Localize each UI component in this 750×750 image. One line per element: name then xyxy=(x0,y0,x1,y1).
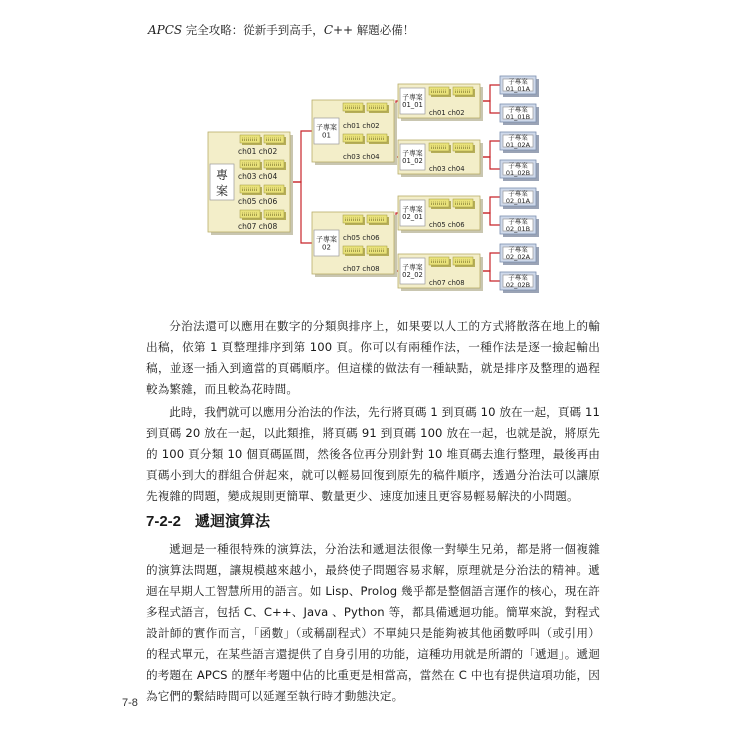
subproject-node-02_01-chapter-0: ch05 ch06 xyxy=(429,221,465,229)
subproject-node-02_02-doc-0a xyxy=(429,257,449,265)
subproject-node-01-label-text-0: 子專案 xyxy=(316,123,337,132)
root-doc-3b xyxy=(264,210,284,218)
root-doc-1a xyxy=(240,160,260,168)
subproject-node-01_01-label-text-0: 子專案 xyxy=(402,93,423,102)
leaf-node-01_01A-label-text-0: 子專案 xyxy=(508,77,528,86)
subproject-node-01_02-doc-0a xyxy=(429,143,449,151)
root-chapter-3: ch07 ch08 xyxy=(238,222,278,231)
leaf-node-02_02B-label-text-0: 子專案 xyxy=(508,273,528,282)
root-chapter-0: ch01 ch02 xyxy=(238,147,278,156)
leaf-node-02_01A-label-text-1: 02_01A xyxy=(505,196,531,205)
leaf-node-01_01A-label-text-1: 01_01A xyxy=(505,84,531,93)
book-title-lang: C++ xyxy=(323,23,354,37)
leaf-node-01_02B-label-text-0: 子專案 xyxy=(508,161,528,170)
subproject-node-02_01-label-text-0: 子專案 xyxy=(402,205,423,214)
leaf-node-02_02A-label-text-1: 02_02A xyxy=(505,252,531,261)
root-doc-1b xyxy=(264,160,284,168)
subproject-node-02_01-doc-0a xyxy=(429,199,449,207)
root-label-char-1: 專 xyxy=(215,168,229,182)
subproject-node-01-label-text-1: 01 xyxy=(322,131,331,140)
subproject-node-01-chapter-1: ch03 ch04 xyxy=(343,153,380,161)
connector-root-1 xyxy=(290,182,312,243)
subproject-node-01_01-label-text-1: 01_01 xyxy=(402,101,423,110)
subproject-node-02-chapter-1: ch07 ch08 xyxy=(343,265,380,273)
root-doc-2a xyxy=(240,185,260,193)
section-title: 遞迴演算法 xyxy=(195,512,271,530)
subproject-node-01-doc-1b xyxy=(367,134,387,142)
running-header xyxy=(148,22,414,38)
subproject-node-01_02-label-text-0: 子專案 xyxy=(402,149,423,158)
leaf-node-01_01B-label-text-0: 子專案 xyxy=(508,105,528,114)
leaf-node-01_02B-label-text-1: 01_02B xyxy=(505,168,531,177)
root-doc-0a xyxy=(240,135,260,143)
subproject-node-01_01-doc-0b xyxy=(453,87,473,95)
subproject-node-02-chapter-0: ch05 ch06 xyxy=(343,234,380,242)
page-number: 7-8 xyxy=(122,697,138,709)
subproject-node-01_02-doc-0b xyxy=(453,143,473,151)
leaf-node-02_02B-label-text-1: 02_02B xyxy=(505,280,531,289)
subproject-node-01-doc-0a xyxy=(343,103,363,111)
subproject-node-01_02-label-text-1: 01_02 xyxy=(402,157,423,166)
subproject-node-01_02-chapter-0: ch03 ch04 xyxy=(429,165,465,173)
subproject-node-02-doc-1a xyxy=(343,246,363,254)
subproject-node-01_01-doc-0a xyxy=(429,87,449,95)
leaf-node-01_02A-label-text-1: 01_02A xyxy=(505,140,531,149)
leaf-node-01_01B-label-text-1: 01_01B xyxy=(505,112,531,121)
subproject-node-02_02-label-text-0: 子專案 xyxy=(402,263,423,272)
book-title-latin: APCS xyxy=(148,23,183,37)
section-number: 7-2-2 xyxy=(146,513,182,530)
root-chapter-2: ch05 ch06 xyxy=(238,197,278,206)
subproject-node-02_01-label-text-1: 02_01 xyxy=(402,213,423,222)
subproject-node-02_02-doc-0b xyxy=(453,257,473,265)
subproject-node-01_01-chapter-0: ch01 ch02 xyxy=(429,109,465,117)
book-title-tail: 解題必備！ xyxy=(353,23,415,37)
paragraph-3: 遞迴是一種很特殊的演算法，分治法和遞迴法很像一對孿生兄弟，都是將一個複雜的演算法問題，讓規模越來越小，最終使子問題容易求解，原理就是分治法的精神。遞迴在早期人工智慧所用的語言。如 Lisp、Prolog 幾乎都是整個語言運作的核心，現在許多程式語言，包括 C、C++、Java 、Python 等，都具備遞迴功能。簡單來說，對程式設計師的實作而言，「函數」（或稱副程式）不單純只是能夠被其他函數呼叫（或引用）的程式單元，在某些語言還提供了自身引用的功能，這種功用就是所謂的「遞迴」。遞迴的考題在 APCS 的歷年考題中佔的比重更是相當高，當然在 C 中也有提供這項功能，因為它們的繫結時間可以延遲至執行時才動態決定。 xyxy=(146,542,600,703)
subproject-node-02_01-doc-0b xyxy=(453,199,473,207)
subproject-node-02-label-text-0: 子專案 xyxy=(316,235,337,244)
project-tree-diagram xyxy=(200,70,550,300)
subproject-node-02-label-text-1: 02 xyxy=(322,243,331,252)
leaf-node-02_01B-label-text-1: 02_01B xyxy=(505,224,531,233)
book-title: 完全攻略：從新手到高手， xyxy=(182,23,324,37)
subproject-node-02_02-label-text-1: 02_02 xyxy=(402,271,423,280)
subproject-node-02_02-chapter-0: ch07 ch08 xyxy=(429,279,465,287)
root-doc-3a xyxy=(240,210,260,218)
subproject-node-01-chapter-0: ch01 ch02 xyxy=(343,122,380,130)
subproject-node-01-doc-0b xyxy=(367,103,387,111)
leaf-node-02_02A-label-text-0: 子專案 xyxy=(508,245,528,254)
subproject-node-02-doc-0a xyxy=(343,215,363,223)
root-doc-2b xyxy=(264,185,284,193)
leaf-node-02_01B-label-text-0: 子專案 xyxy=(508,217,528,226)
subproject-node-02-doc-0b xyxy=(367,215,387,223)
paragraph-2: 此時，我們就可以應用分治法的作法，先行將頁碼 1 到頁碼 10 放在一起，頁碼 11 到頁碼 20 放在一起，以此類推，將頁碼 91 到頁碼 100 放在一起，也就是說，將原先的 100 頁分類 10 個頁碼區間，然後各位再分別針對 10 堆頁碼去進行整理，最後再由頁碼小到大的群組合併起來，就可以輕易回復到原先的稿件順序，透過分治法可以讓原先複雜的問題，變成規則更簡單、數量更少、速度加速且更容易輕易解決的小問題。 xyxy=(146,405,600,503)
root-label-char-2: 案 xyxy=(215,184,229,198)
subproject-node-01-doc-1a xyxy=(343,134,363,142)
section-heading xyxy=(146,510,270,531)
paragraph-1: 分治法還可以應用在數字的分類與排序上，如果要以人工的方式將散落在地上的輸出稿，依第 1 頁整理排序到第 100 頁。你可以有兩種作法，一種作法是逐一撿起輸出稿，並逐一插入到適當的頁碼順序。但這樣的做法有一種缺點，就是排序及整理的過程較為繁雜，而且較為花時間。 xyxy=(146,319,600,396)
root-chapter-1: ch03 ch04 xyxy=(238,172,278,181)
leaf-node-02_01A-label-text-0: 子專案 xyxy=(508,189,528,198)
subproject-node-02-doc-1b xyxy=(367,246,387,254)
connector-root-0 xyxy=(290,131,312,182)
root-doc-0b xyxy=(264,135,284,143)
leaf-node-01_02A-label-text-0: 子專案 xyxy=(508,133,528,142)
